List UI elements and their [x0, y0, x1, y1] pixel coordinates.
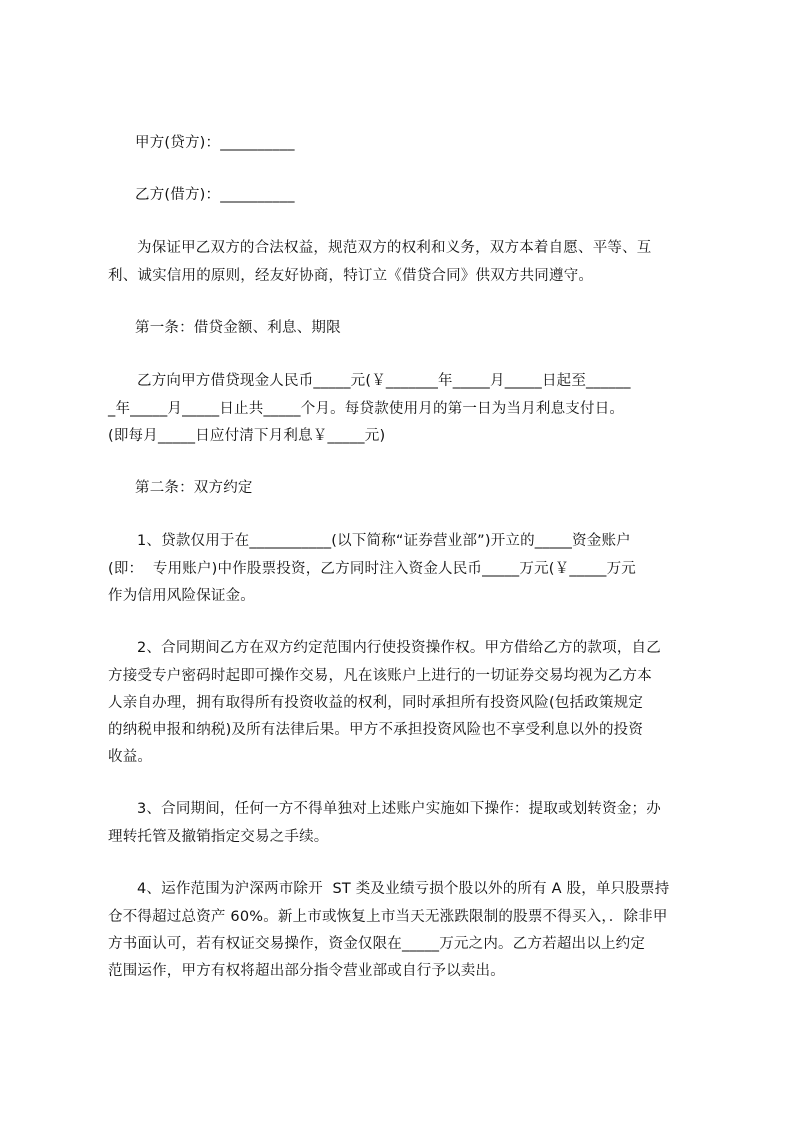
clause4-line-4: 范围运作，甲方有权将超出部分指令营业部或自行予以卖出。 [108, 963, 505, 979]
clause2-line-1: 2、合同期间乙方在双方约定范围内行使投资操作权。甲方借给乙方的款项，自乙 [137, 640, 661, 656]
clause2-line-2: 方接受专户密码时起即可操作交易，凡在该账户上进行的一切证券交易均视为乙方本 [108, 668, 652, 684]
party-b-line: 乙方(借方)：__________ [135, 187, 295, 203]
clause4-line-2: 仓不得超过总资产 60%。新上市或恢复上市当天无涨跌限制的股票不得买入，．除非甲 [108, 909, 668, 925]
article2-title: 第二条：双方约定 [135, 480, 253, 496]
clause3-line-2: 理转托管及撤销指定交易之手续。 [108, 829, 329, 845]
clause2-line-5: 收益。 [108, 749, 153, 765]
clause4-line-1: 4、运作范围为沪深两市除开 ST 类及业绩亏损个股以外的所有 A 股，单只股票持 [137, 881, 670, 897]
clause1-line-1: 1、贷款仅用于在___________(以下简称“证券营业部”)开立的_____资金账户 [137, 533, 631, 549]
clause1-line-3: 作为信用风险保证金。 [108, 588, 255, 604]
preamble-line-2: 利、诚实信用的原则，经友好协商，特订立《借贷合同》供双方共同遵守。 [108, 268, 594, 284]
preamble-line-1: 为保证甲乙双方的合法权益，规范双方的权利和义务，双方本着自愿、平等、互 [137, 240, 652, 256]
clause2-line-3: 人亲自办理，拥有取得所有投资收益的权利，同时承担所有投资风险(包括政策规定 [108, 695, 644, 711]
article1-title: 第一条：借贷金额、利息、期限 [135, 320, 341, 336]
party-a-line: 甲方(贷方)：__________ [135, 135, 295, 151]
article1-line-1: 乙方向甲方借贷现金人民币_____元(￥_______年_____月_____日起至______ [137, 373, 631, 389]
article1-line-2: _年_____月_____日止共_____个月。每贷款使用月的第一日为当月利息支付日。 [108, 401, 625, 417]
clause2-line-4: 的纳税申报和纳税)及所有法律后果。甲方不承担投资风险也不享受利息以外的投资 [108, 722, 644, 738]
clause4-line-3: 方书面认可，若有权证交易操作，资金仅限在_____万元之内。乙方若超出以上约定 [108, 936, 646, 952]
clause3-line-1: 3、合同期间，任何一方不得单独对上述账户实施如下操作：提取或划转资金；办 [137, 801, 661, 817]
article1-line-3: (即每月_____日应付清下月利息￥_____元) [108, 428, 386, 444]
clause1-line-2: (即： 专用账户)中作股票投资，乙方同时注入资金人民币_____万元(￥_____万元 [108, 561, 636, 577]
